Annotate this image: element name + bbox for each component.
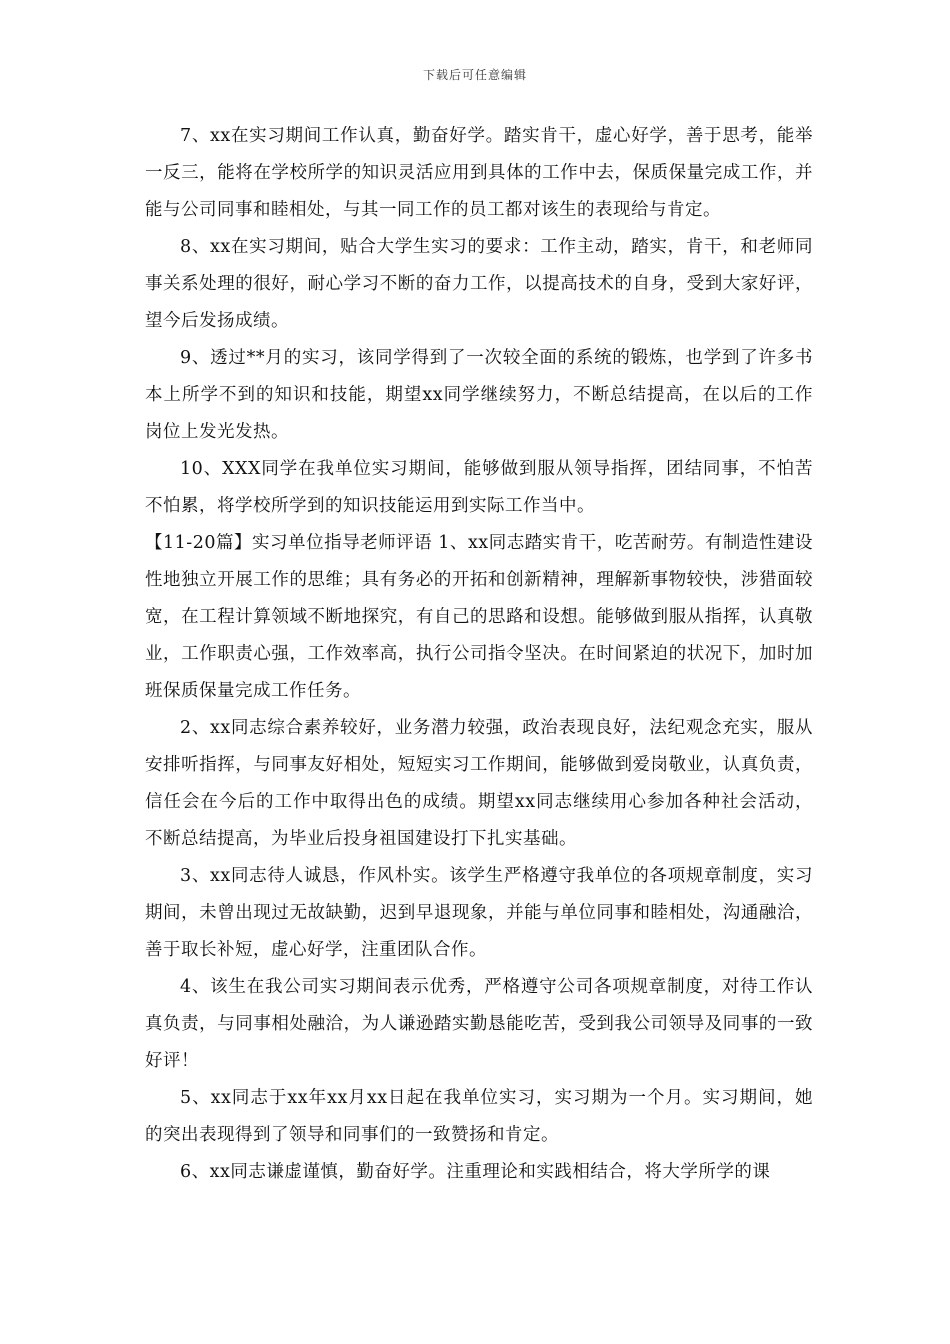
paragraph-9: 9、透过**月的实习，该同学得到了一次较全面的系统的锻炼，也学到了许多书本上所学不到的知识和技能，期望xx同学继续努力，不断总结提高，在以后的工作岗位上发光发热。 (145, 348, 813, 442)
paragraph-5: 5、xx同志于xx年xx月xx日起在我单位实习，实习期为一个月。实习期间，她的突出表现得到了领导和同事们的一致赞扬和肯定。 (145, 1088, 813, 1145)
paragraph-section-11-20: 【11-20篇】实习单位指导老师评语 1、xx同志踏实肯干，吃苦耐劳。有制造性建设性地独立开展工作的思维；具有务必的开拓和创新精神，理解新事物较快，涉猎面较宽，在工程计算领域不断地探究，有自己的思路和设想。能够做到服从指挥，认真敬业，工作职责心强，工作效率高，执行公司指令坚决。在时间紧迫的状况下，加时加班保质保量完成工作任务。 (145, 533, 813, 701)
paragraph-6: 6、xx同志谦虚谨慎，勤奋好学。注重理论和实践相结合，将大学所学的课 (180, 1162, 771, 1182)
paragraph-4: 4、该生在我公司实习期间表示优秀，严格遵守公司各项规章制度，对待工作认真负责，与同事相处融洽，为人谦逊踏实勤恳能吃苦，受到我公司领导及同事的一致好评！ (145, 977, 813, 1071)
paragraph-10: 10、XXX同学在我单位实习期间，能够做到服从领导指挥，团结同事，不怕苦不怕累，将学校所学到的知识技能运用到实际工作当中。 (145, 459, 813, 516)
paragraph-8: 8、xx在实习期间，贴合大学生实习的要求：工作主动，踏实，肯干，和老师同事关系处理的很好，耐心学习不断的奋力工作，以提高技术的自身，受到大家好评，望今后发扬成绩。 (145, 237, 813, 331)
page-header: 下载后可任意编辑 (422, 68, 527, 82)
paragraph-7: 7、xx在实习期间工作认真，勤奋好学。踏实肯干，虚心好学，善于思考，能举一反三，能将在学校所学的知识灵活应用到具体的工作中去，保质保量完成工作，并能与公司同事和睦相处，与其一同工作的员工都对该生的表现给与肯定。 (145, 126, 813, 220)
document-body (145, 118, 813, 1191)
paragraph-3: 3、xx同志待人诚恳，作风朴实。该学生严格遵守我单位的各项规章制度，实习期间，未曾出现过无故缺勤，迟到早退现象，并能与单位同事和睦相处，沟通融洽，善于取长补短，虚心好学，注重团队合作。 (145, 866, 813, 960)
paragraph-2: 2、xx同志综合素养较好，业务潜力较强，政治表现良好，法纪观念充实，服从安排听指挥，与同事友好相处，短短实习工作期间，能够做到爱岗敬业，认真负责，信任会在今后的工作中取得出色的成绩。期望xx同志继续用心参加各种社会活动，不断总结提高，为毕业后投身祖国建设打下扎实基础。 (145, 718, 813, 849)
